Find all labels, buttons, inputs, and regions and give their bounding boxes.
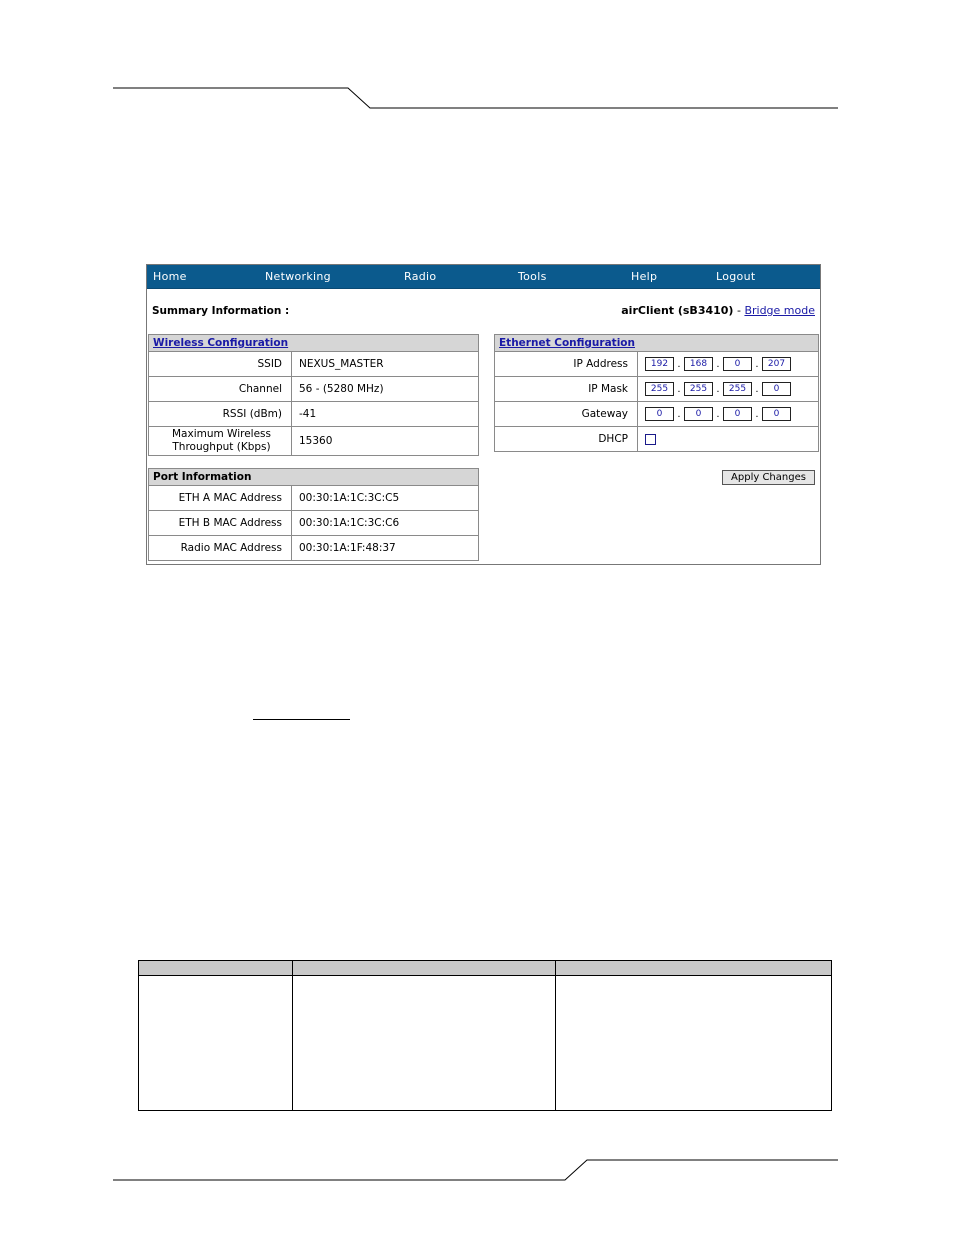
document-header-rule: [0, 0, 954, 120]
device-info: [621, 304, 815, 317]
document-table: [138, 960, 832, 1111]
ip-octet-3-input[interactable]: 0: [723, 357, 752, 371]
gateway-dot: .: [755, 408, 759, 420]
nav-logout[interactable]: Logout: [716, 270, 756, 283]
mask-octet-3-input[interactable]: 255: [723, 382, 752, 396]
bridge-mode-link[interactable]: Bridge mode: [744, 304, 815, 317]
eth-a-mac-value: 00:30:1A:1C:3C:C5: [299, 492, 400, 504]
ip-mask-inputs: [638, 377, 818, 401]
mask-dot: .: [677, 383, 681, 395]
gateway-inputs: [638, 402, 818, 426]
eth-a-mac-row: [149, 486, 478, 511]
gateway-octet-1-input[interactable]: 0: [645, 407, 674, 421]
port-information-header: Port Information: [149, 469, 478, 486]
nav-help[interactable]: Help: [631, 270, 658, 283]
wireless-configuration-header: [149, 335, 478, 352]
gateway-octet-3-input[interactable]: 0: [723, 407, 752, 421]
radio-mac-label: Radio MAC Address: [149, 536, 292, 560]
ethernet-configuration-header: [495, 335, 818, 352]
ip-address-inputs: [638, 352, 818, 376]
throughput-value: 15360: [299, 435, 333, 447]
ethernet-configuration-link[interactable]: Ethernet Configuration: [499, 337, 635, 349]
ip-octet-1-input[interactable]: 192: [645, 357, 674, 371]
ip-dot: .: [755, 358, 759, 370]
nav-home[interactable]: Home: [153, 270, 187, 283]
dhcp-label: DHCP: [495, 427, 638, 451]
mask-dot: .: [716, 383, 720, 395]
ip-dot: .: [677, 358, 681, 370]
throughput-label: Maximum Wireless Throughput (Kbps): [149, 427, 292, 455]
channel-label: Channel: [149, 377, 292, 401]
apply-changes-button[interactable]: Apply Changes: [722, 470, 815, 485]
ip-dot: .: [716, 358, 720, 370]
ip-address-label: IP Address: [495, 352, 638, 376]
table-column-divider: [292, 961, 293, 1110]
radio-mac-row: [149, 536, 478, 560]
web-ui-screenshot: [146, 264, 821, 565]
dhcp-cell: [638, 427, 818, 451]
device-name: airClient (sB3410): [621, 304, 734, 317]
eth-b-mac-row: [149, 511, 478, 536]
nav-networking[interactable]: Networking: [265, 270, 331, 283]
port-information-panel: [148, 468, 479, 561]
wireless-configuration-link[interactable]: Wireless Configuration: [153, 337, 289, 349]
ethernet-configuration-panel: [494, 334, 819, 452]
wireless-configuration-panel: [148, 334, 479, 456]
nav-tools[interactable]: Tools: [518, 270, 547, 283]
ssid-row: [149, 352, 478, 377]
throughput-row: [149, 427, 478, 455]
ssid-value: NEXUS_MASTER: [299, 358, 384, 370]
ip-mask-label: IP Mask: [495, 377, 638, 401]
ip-octet-2-input[interactable]: 168: [684, 357, 713, 371]
ip-mask-row: [495, 377, 818, 402]
eth-b-mac-value: 00:30:1A:1C:3C:C6: [299, 517, 400, 529]
gateway-octet-2-input[interactable]: 0: [684, 407, 713, 421]
device-separator: -: [733, 304, 745, 317]
dhcp-row: [495, 427, 818, 451]
rssi-label: RSSI (dBm): [149, 402, 292, 426]
mask-octet-4-input[interactable]: 0: [762, 382, 791, 396]
channel-value: 56 - (5280 MHz): [299, 383, 384, 395]
radio-mac-value: 00:30:1A:1F:48:37: [299, 542, 396, 554]
gateway-dot: .: [716, 408, 720, 420]
rssi-row: [149, 402, 478, 427]
ip-address-row: [495, 352, 818, 377]
top-navigation-bar: [147, 265, 820, 289]
gateway-octet-4-input[interactable]: 0: [762, 407, 791, 421]
gateway-dot: .: [677, 408, 681, 420]
channel-row: [149, 377, 478, 402]
nav-radio[interactable]: Radio: [404, 270, 437, 283]
rssi-value: -41: [299, 408, 317, 420]
document-table-header: [139, 961, 831, 976]
ip-octet-4-input[interactable]: 207: [762, 357, 791, 371]
mask-octet-2-input[interactable]: 255: [684, 382, 713, 396]
eth-a-mac-label: ETH A MAC Address: [149, 486, 292, 510]
mask-dot: .: [755, 383, 759, 395]
table-column-divider: [555, 961, 556, 1110]
ssid-label: SSID: [149, 352, 292, 376]
summary-title: Summary Information :: [152, 305, 290, 317]
gateway-row: [495, 402, 818, 427]
gateway-label: Gateway: [495, 402, 638, 426]
dhcp-checkbox[interactable]: [645, 434, 656, 445]
document-underline-rule: [253, 719, 350, 720]
mask-octet-1-input[interactable]: 255: [645, 382, 674, 396]
eth-b-mac-label: ETH B MAC Address: [149, 511, 292, 535]
